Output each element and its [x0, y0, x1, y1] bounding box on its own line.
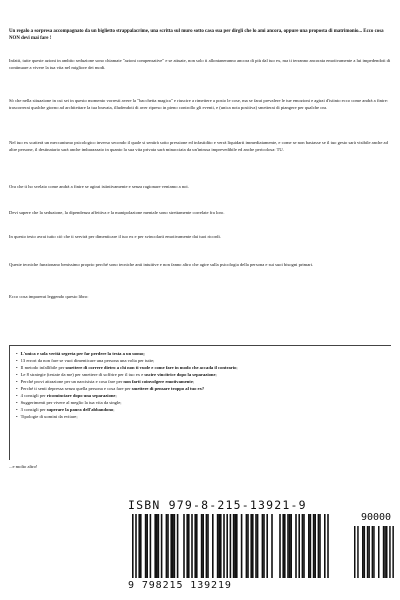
paragraph-7: Queste tecniche funzionano benissimo proprio perché sono tecniche anti intuitive e non fanno altro che agire sulla psicologia della persona e sui suoi bisogni primari. [9, 262, 314, 267]
price-code: 90000 [360, 512, 392, 523]
list-item: • 4 consigli per ricominciare dopo una separazione; [16, 392, 391, 399]
list-item: • 13 errori da non fare se vuoi dimenticare una persona una volta per tutte; [16, 357, 391, 364]
paragraph-4: Ora che ti ho svelato come andrà a finire se agirai istintivamente e senza ragionare veniamo a noi. [9, 184, 189, 189]
list-item: • Suggerimenti per vivere al meglio la tua vita da single; [16, 399, 391, 406]
paragraph-5: Devi sapere che la seduzione, la dipendenza affettiva e la manipolazione mentale sono strettamente correlate fra loro. [9, 210, 225, 215]
list-item: • 3 consigli per superare la paura dell'abbandono; [16, 406, 391, 413]
paragraph-8: Ecco cosa imparerai leggendo questo libro: [9, 294, 89, 299]
isbn-barcode [128, 498, 396, 594]
barcode-bars [128, 514, 396, 580]
paragraph-6: In questo testo avrai tutto ciò che ti servirà per dimenticare il tuo ex e per svincolarti emotivamente dai tuoi ricordi. [9, 234, 221, 239]
intro-text: Un regalo a sorpresa accompagnato da un biglietto strappalacrime, una scritta sul muro sotto casa sua per dirgli che lo ami ancora, oppure una proposta di matrimonio... Ecco cosa NON devi mai fare ! [9, 29, 384, 41]
closing-text: ...e molto altro! [9, 464, 38, 469]
list-item: • Le 8 strategie (testate da me) per smettere di soffrire per il tuo ex e uscire vincitrice dopo la separazione; [16, 371, 391, 378]
feature-list [10, 346, 391, 420]
list-item: • Perché provi attrazione per un narcisista e cosa fare per non farti coinvolgere emotivamente; [16, 378, 391, 385]
list-item: • Tipologie di uomini da evitare; [16, 413, 391, 420]
list-item: • Perché ti senti depressa senza quella persona e cosa fare per smettere di pensare troppo al tuo ex? [16, 385, 391, 392]
paragraph-1: Infatti, tutte queste azioni in ambito seduzione sono chiamate "azioni compensative" e se attuate, non solo ti allontaneranno ancora di più dal tuo ex, ma ti terranno ancorata emotivamente a lui impedendoti di continuare a vivere la tua vita nel migliore dei modi. [9, 58, 391, 70]
isbn-label: ISBN 979-8-215-13921-9 [128, 498, 307, 512]
feature-list-box [9, 345, 391, 460]
list-item: • Il metodo infallibile per smettere di correre dietro a chi non ti vuole e come fare in modo che accada il contrario; [16, 364, 391, 371]
ean-digits: 9 798215 139219 [128, 580, 232, 591]
paragraph-2: Sò che nella situazione in cui sei in questo momento vorresti avere la "bacchetta magica" e riuscire a rimettere a posto le cose, ma se farai prevalere le tue emozioni e agirai d'istinto ecco come andrà a finire: trascorrerai qualche giorno ad architettare la tua bravata, illudendoti di aver ripreso in pieno controllo gli eventi, e (unica nota positiva) smetterai di piangere per qualche ora. [9, 98, 389, 110]
paragraph-3: Nel tuo ex scatterà un meccanismo psicologico inverso secondo il quale si sentirà sotto pressione ed infastidito e verrà liquidarti immediatamente, e come se non bastasse se il tuo gesto sarà visibile anche ad altre persone, il destinatario sarà anche imbarazzato in quanto la sua vita privata sarà minacciata da un'intrusa imprevedibile ed anche pericolosa: TU. [9, 140, 388, 152]
list-item: • L'unica e sola verità segreta per far perdere la testa a un uomo; [16, 350, 391, 357]
